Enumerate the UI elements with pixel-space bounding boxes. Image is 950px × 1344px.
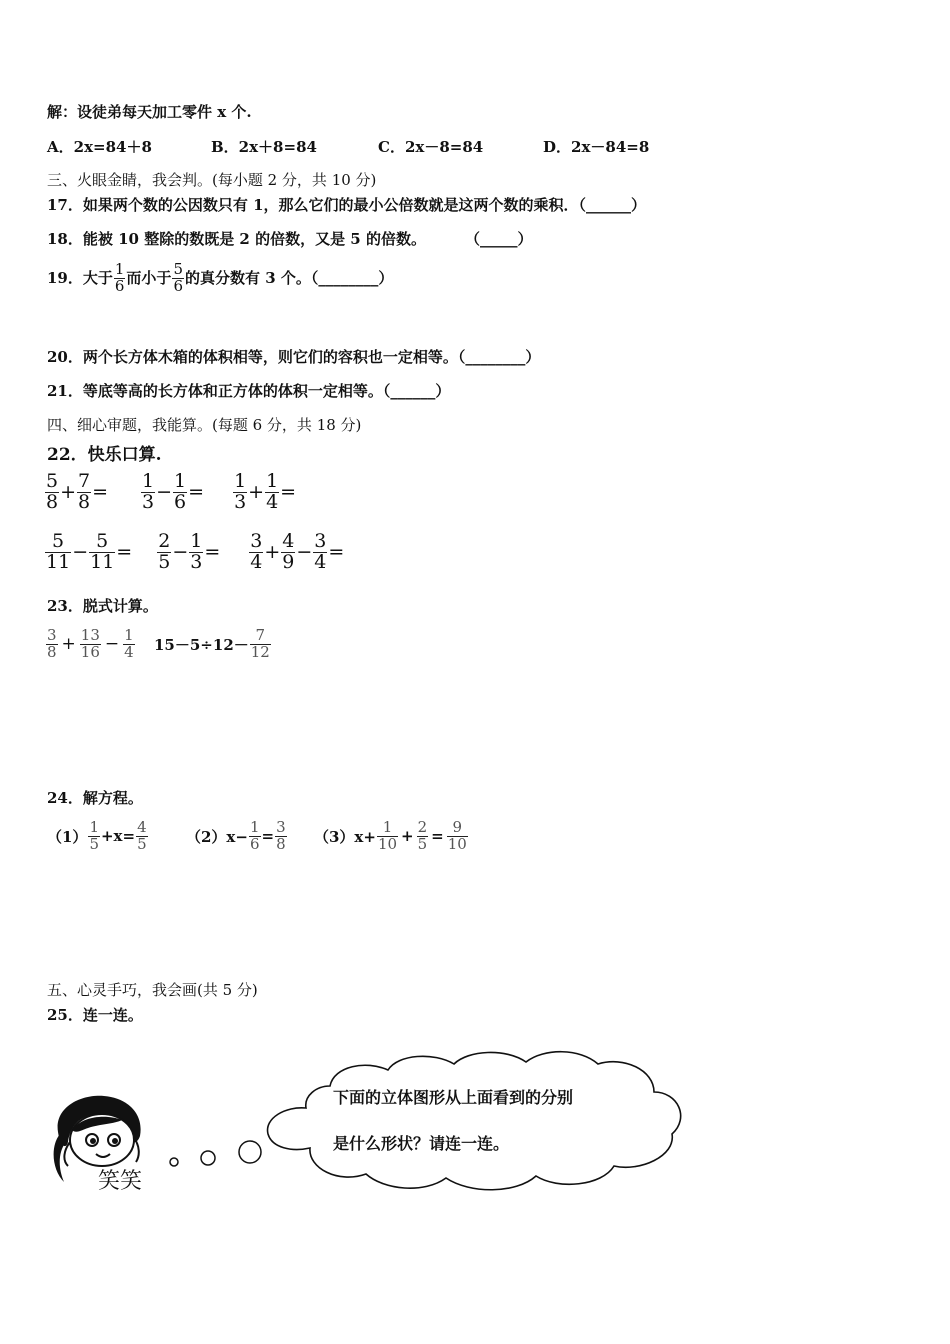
q25-title: 25．连一连。 xyxy=(47,1006,143,1024)
speech-cloud xyxy=(258,1048,698,1198)
q19 xyxy=(47,262,393,295)
q19-middle: 而小于 xyxy=(126,269,172,288)
q22-item-3: $\frac{1}{3}$ + $\frac{1}{4}$ = xyxy=(234,470,297,513)
q23-expression-1: $\frac{3}{8}$ + $\frac{13}{16}$ − $\frac{1}{4}$ xyxy=(47,626,134,661)
q23-expression-2: 15－5÷12－ $\frac{7}{12}$ xyxy=(154,626,270,661)
q19-prefix: 19．大于 xyxy=(47,269,113,288)
q22-row-2 xyxy=(44,532,344,573)
section5-title: 五、心灵手巧，我会画(共 5 分) xyxy=(47,981,258,999)
q19-fraction-1: $\frac{1}{6}$ xyxy=(114,260,125,295)
q24-equation-1: （1） $\frac{1}{5}$ +x= $\frac{4}{5}$ xyxy=(47,818,147,853)
q24-equation-3: （3）x+ $\frac{1}{10}$ + $\frac{2}{5}$ = $\frac{9}{10}$ xyxy=(314,818,467,853)
character-name-label: 笑笑 xyxy=(98,1169,143,1194)
q22-item-4: $\frac{5}{11}$ − $\frac{5}{11}$ = xyxy=(46,530,133,573)
q23-title: 23．脱式计算。 xyxy=(47,597,158,615)
q21-text: 21．等底等高的长方体和正方体的体积一定相等。（______） xyxy=(47,382,451,400)
q22-item-5: $\frac{2}{5}$ − $\frac{1}{3}$ = xyxy=(158,530,221,573)
q18-text: 18．能被 10 整除的数既是 2 的倍数，又是 5 的倍数。 xyxy=(47,230,426,248)
q22-title: 22．快乐口算. xyxy=(47,445,162,465)
cloud-text-line-1: 下面的立体图形从上面看到的分别 xyxy=(333,1088,574,1107)
q19-suffix: 的真分数有 3 个。（________） xyxy=(184,269,394,288)
q16-option-a: A．2x=84＋8 xyxy=(47,138,152,156)
q16-option-d: D．2x－84=8 xyxy=(543,138,650,156)
q24-title: 24．解方程。 xyxy=(47,789,143,807)
q16-option-c: C．2x－8=84 xyxy=(378,138,484,156)
q22-item-6: $\frac{3}{4}$ + $\frac{4}{9}$ − $\frac{3}{4}$ = xyxy=(250,530,345,573)
q22-item-2: $\frac{1}{3}$ − $\frac{1}{6}$ = xyxy=(142,470,205,513)
q19-fraction-2: $\frac{5}{6}$ xyxy=(173,260,183,295)
section4-title: 四、细心审题，我能算。(每题 6 分，共 18 分) xyxy=(47,416,362,434)
q16-option-b: B．2x＋8=84 xyxy=(211,138,317,156)
section3-title: 三、火眼金睛，我会判。(每小题 2 分，共 10 分) xyxy=(47,171,377,189)
q22-item-1: $\frac{5}{8}$ + $\frac{7}{8}$ = xyxy=(46,470,109,513)
q24-equation-2: （2）x− $\frac{1}{6}$ = $\frac{3}{8}$ xyxy=(186,818,286,853)
q20-text: 20．两个长方体木箱的体积相等，则它们的容积也一定相等。（________） xyxy=(47,348,541,366)
q22-row-1 xyxy=(44,472,296,513)
q17-text: 17．如果两个数的公因数只有 1，那么它们的最小公倍数就是这两个数的乘积．（______） xyxy=(47,196,647,214)
q16-solution: 解：设徒弟每天加工零件 x 个. xyxy=(47,103,252,121)
cloud-text-line-2: 是什么形状？请连一连。 xyxy=(333,1134,510,1153)
q18-blank: （_____） xyxy=(465,230,533,248)
